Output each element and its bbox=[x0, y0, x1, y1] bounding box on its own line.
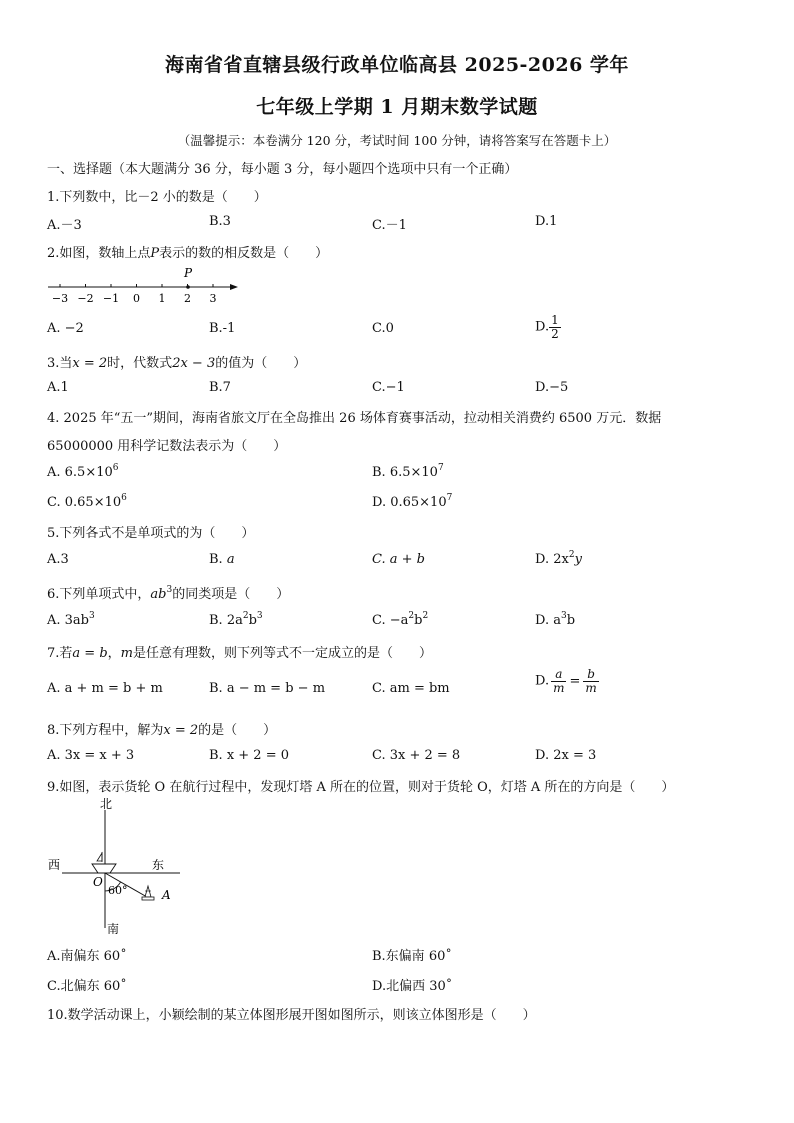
q4-option-c: C. $0.65\times 10^6$ bbox=[47, 493, 127, 510]
q9-option-c: C.北偏东 60˚ bbox=[47, 979, 127, 994]
q8-option-b: B. x + 2 = 0 bbox=[209, 748, 290, 763]
q5-option-b: B. a bbox=[209, 552, 235, 567]
q4-option-d: D. $0.65\times 10^7$ bbox=[372, 493, 453, 510]
number-line-label: −3 bbox=[51, 292, 69, 305]
question-6-stem: 6.下列单项式中，$ab^3$的同类项是（ ） bbox=[47, 585, 290, 602]
q8-option-a: A. 3x = x + 3 bbox=[47, 748, 135, 763]
q3-option-c: C.−1 bbox=[372, 380, 405, 395]
q2-option-c: C.0 bbox=[372, 321, 394, 336]
q8-option-d: D. 2x = 3 bbox=[535, 748, 597, 763]
page-title-line2: 七年级上学期 1 月期末数学试题 bbox=[256, 96, 538, 118]
q1-option-b: B.3 bbox=[209, 214, 231, 229]
q5-option-c: C. a + b bbox=[372, 552, 425, 567]
q6-option-b: B. $2a^2b^3$ bbox=[209, 611, 263, 628]
q2-stem-post: 表示的数的相反数是（ ） bbox=[159, 246, 329, 261]
point-p-label: P bbox=[184, 266, 193, 280]
q2-option-b: B.-1 bbox=[209, 321, 236, 336]
ship-icon bbox=[92, 852, 116, 873]
q4-option-b: B. $6.5\times 10^7$ bbox=[372, 463, 444, 480]
q3-expression: 2x − 3 bbox=[172, 356, 216, 371]
target-label: A bbox=[162, 888, 171, 902]
q3-condition: x = 2 bbox=[72, 356, 108, 371]
exam-notice: （温馨提示：本卷满分 120 分，考试时间 100 分钟，请将答案写在答题卡上） bbox=[177, 133, 617, 148]
q9-option-a: A.南偏东 60˚ bbox=[47, 949, 127, 964]
number-line-label: 1 bbox=[158, 292, 166, 305]
q1-option-c: C.－1 bbox=[372, 218, 407, 233]
section-heading: 一、选择题（本大题满分 36 分，每小题 3 分，每小题四个选项中只有一个正确） bbox=[47, 162, 518, 177]
fraction-denominator: 2 bbox=[551, 326, 559, 341]
q5-option-a: A.3 bbox=[47, 552, 69, 567]
question-4-stem-line1: 4. 2025 年“五一”期间，海南省旅文厅在全岛推出 26 场体育赛事活动，拉动相关消费约 6500 万元．数据 bbox=[47, 411, 662, 426]
q2-option-d bbox=[535, 314, 561, 340]
number-line-label: −1 bbox=[102, 292, 120, 305]
question-9-stem: 9.如图，表示货轮 O 在航行过程中，发现灯塔 A 所在的位置，则对于货轮 O，灯塔 A 所在的方向是（ ） bbox=[47, 780, 675, 795]
number-line-arrow bbox=[230, 284, 238, 290]
q4-option-a: A. $6.5\times 10^6$ bbox=[47, 463, 119, 480]
q2-stem-pre: 2.如图，数轴上点 bbox=[47, 246, 151, 261]
question-7-stem: 7.若a = b，m是任意有理数，则下列等式不一定成立的是（ ） bbox=[47, 646, 432, 661]
question-10-stem: 10.数学活动课上，小颖绘制的某立体图形展开图如图所示，则该立体图形是（ ） bbox=[47, 1008, 536, 1023]
q7-option-b: B. a − m = b − m bbox=[209, 681, 326, 696]
point-p-marker bbox=[186, 285, 190, 289]
q6-option-d: D. $a^3b$ bbox=[535, 611, 576, 628]
q6-option-c: C. $-a^2b^2$ bbox=[372, 611, 429, 628]
number-line-label: 0 bbox=[133, 292, 140, 305]
q6-option-a: A. $3ab^3$ bbox=[47, 611, 95, 628]
question-5-stem: 5.下列各式不是单项式的为（ ） bbox=[47, 526, 255, 541]
number-line-figure bbox=[40, 262, 250, 306]
q3-stem-mid: 时，代数式 bbox=[107, 356, 173, 371]
question-2-stem bbox=[47, 242, 328, 261]
q3-option-a: A.1 bbox=[47, 380, 69, 395]
angle-label: 60° bbox=[108, 884, 128, 897]
q2-option-d-fraction bbox=[549, 314, 561, 340]
number-line-label: 3 bbox=[209, 292, 217, 305]
q7-option-c: C. am = bm bbox=[372, 681, 450, 696]
origin-label: O bbox=[93, 875, 103, 889]
q3-option-d: D.−5 bbox=[535, 380, 569, 395]
number-line-label: −2 bbox=[77, 292, 94, 305]
north-label: 北 bbox=[100, 797, 113, 811]
q5-option-d: D. $2x^2y$ bbox=[535, 550, 582, 567]
q7-option-d: D. $\frac{a}{m}$ = $\frac{b}{m}$ bbox=[535, 667, 597, 695]
q1-option-d: D.1 bbox=[535, 214, 558, 229]
q3-stem-post: 的值为（ ） bbox=[215, 356, 307, 371]
lighthouse-icon bbox=[142, 886, 154, 900]
q2-option-d-label: D. bbox=[535, 319, 550, 335]
page-title-line1: 海南省省直辖县级行政单位临高县 2025-2026 学年 bbox=[165, 54, 629, 76]
q1-option-a: A.－3 bbox=[47, 218, 82, 233]
south-label: 南 bbox=[107, 922, 120, 936]
q2-option-a: A. −2 bbox=[47, 321, 84, 336]
question-1-stem: 1.下列数中，比－2 小的数是（ ） bbox=[47, 190, 267, 205]
west-label: 西 bbox=[48, 858, 61, 872]
question-8-stem: 8.下列方程中，解为x = 2的是（ ） bbox=[47, 723, 277, 738]
q2-var: P bbox=[150, 246, 160, 261]
question-4-stem-line2: 65000000 用科学记数法表示为（ ） bbox=[47, 439, 287, 454]
q3-stem-pre: 3.当 bbox=[47, 356, 73, 371]
east-label: 东 bbox=[152, 858, 165, 872]
q8-option-c: C. 3x + 2 = 8 bbox=[372, 748, 461, 763]
number-line-label: 2 bbox=[184, 292, 191, 305]
q7-option-a: A. a + m = b + m bbox=[47, 681, 163, 696]
q9-option-b: B.东偏南 60˚ bbox=[372, 949, 452, 964]
q3-option-b: B.7 bbox=[209, 380, 231, 395]
compass-figure bbox=[40, 796, 200, 938]
fraction-numerator: 1 bbox=[551, 313, 559, 327]
q9-option-d: D.北偏西 30˚ bbox=[372, 979, 453, 994]
question-3-stem bbox=[47, 352, 306, 371]
